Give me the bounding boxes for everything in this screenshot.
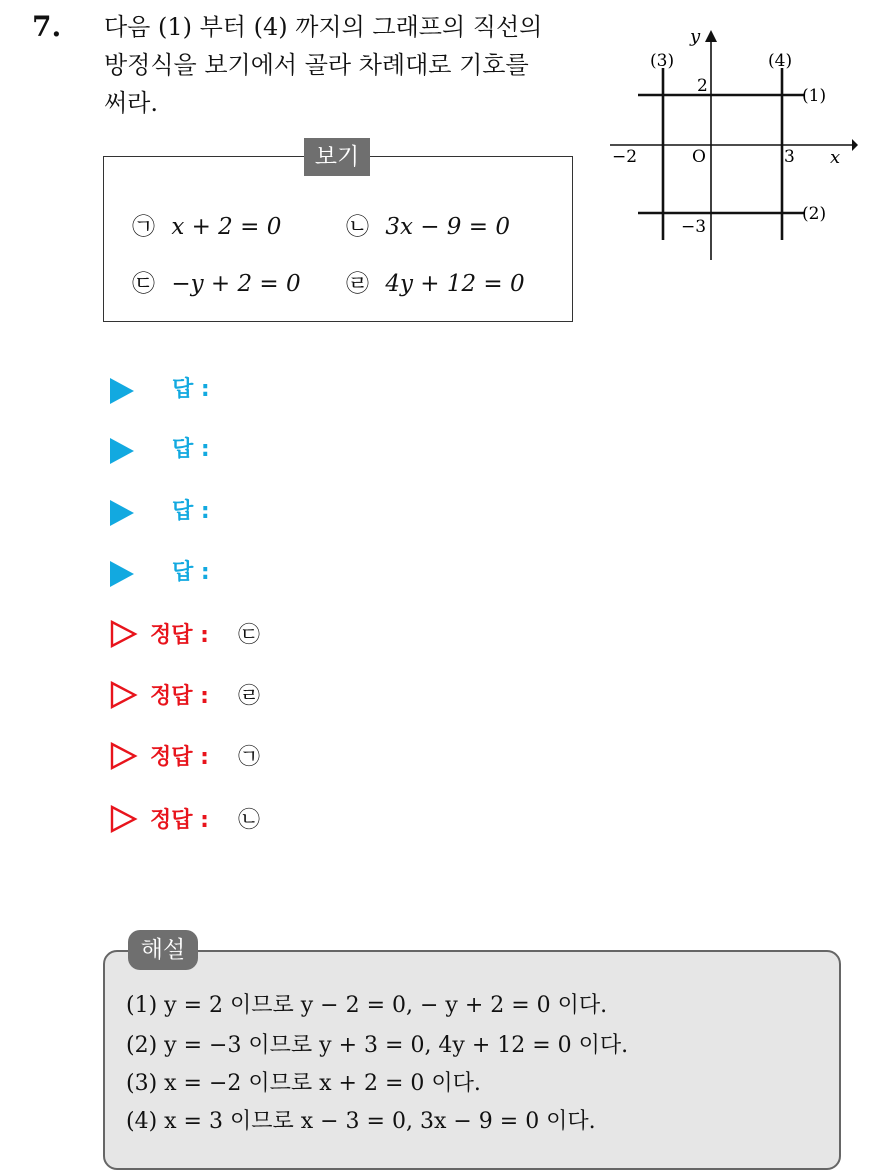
line-label-3: (3)	[650, 51, 675, 71]
correct-answer-label: 정답 :	[150, 623, 209, 648]
choice-item	[346, 265, 525, 298]
question-line: 방정식을 보기에서 골라 차례대로 기호를	[104, 51, 529, 79]
outline-arrow-icon	[110, 805, 138, 833]
correct-answer-label: 정답 :	[150, 808, 209, 833]
line-label-1: (1)	[802, 86, 827, 106]
question-text	[104, 8, 594, 122]
question-line: 다음 (1) 부터 (4) 까지의 그래프의 직선의	[104, 13, 543, 41]
tick-x-neg: −2	[612, 147, 638, 167]
coordinate-graph	[608, 28, 858, 268]
play-arrow-icon	[110, 500, 134, 526]
choice-mark: ㉢	[132, 271, 155, 297]
origin-label: O	[692, 147, 706, 167]
choice-equation: x + 2 = 0	[171, 214, 282, 240]
play-arrow-icon	[110, 378, 134, 404]
question-number: 7.	[32, 10, 62, 43]
line-label-4: (4)	[768, 51, 793, 71]
tick-x-pos: 3	[784, 147, 795, 167]
answer-label: 답 :	[172, 560, 210, 585]
play-arrow-icon	[110, 561, 134, 587]
question-line: 써라.	[104, 89, 158, 117]
explanation-line: (2) y = −3 이므로 y + 3 = 0, 4y + 12 = 0 이다.	[126, 1033, 629, 1058]
line-label-2: (2)	[802, 204, 827, 224]
choice-item	[132, 208, 281, 241]
outline-arrow-icon	[110, 620, 138, 648]
choice-equation: −y + 2 = 0	[171, 271, 301, 297]
answer-label: 답 :	[172, 437, 210, 462]
correct-answer-value: ㉢	[238, 623, 261, 648]
choice-item	[132, 265, 301, 298]
tick-y-pos: 2	[697, 76, 708, 96]
choice-item	[346, 208, 510, 241]
choice-mark: ㉡	[346, 214, 369, 240]
outline-arrow-icon	[110, 681, 138, 709]
explanation-line: (4) x = 3 이므로 x − 3 = 0, 3x − 9 = 0 이다.	[126, 1109, 596, 1134]
choice-equation: 3x − 9 = 0	[385, 214, 510, 240]
x-axis-arrow-icon	[852, 139, 858, 151]
correct-answer-value: ㉣	[238, 684, 261, 709]
x-axis-label: x	[830, 147, 841, 168]
explanation-label: 해설	[128, 930, 198, 970]
explanation-line: (3) x = −2 이므로 x + 2 = 0 이다.	[126, 1071, 481, 1096]
correct-answer-value: ㉠	[238, 745, 261, 770]
play-arrow-icon	[110, 438, 134, 464]
choice-mark: ㉣	[346, 271, 369, 297]
y-axis-arrow-icon	[705, 30, 717, 42]
explanation-line: (1) y = 2 이므로 y − 2 = 0, − y + 2 = 0 이다.	[126, 993, 608, 1018]
outline-arrow-icon	[110, 742, 138, 770]
correct-answer-label: 정답 :	[150, 684, 209, 709]
choice-equation: 4y + 12 = 0	[385, 271, 525, 297]
answer-label: 답 :	[172, 499, 210, 524]
answer-label: 답 :	[172, 377, 210, 402]
explanation-box	[103, 950, 841, 1170]
choice-mark: ㉠	[132, 214, 155, 240]
correct-answer-label: 정답 :	[150, 745, 209, 770]
choices-label: 보기	[304, 138, 370, 176]
y-axis-label: y	[690, 28, 701, 47]
correct-answer-value: ㉡	[238, 808, 261, 833]
tick-y-neg: −3	[681, 217, 707, 237]
